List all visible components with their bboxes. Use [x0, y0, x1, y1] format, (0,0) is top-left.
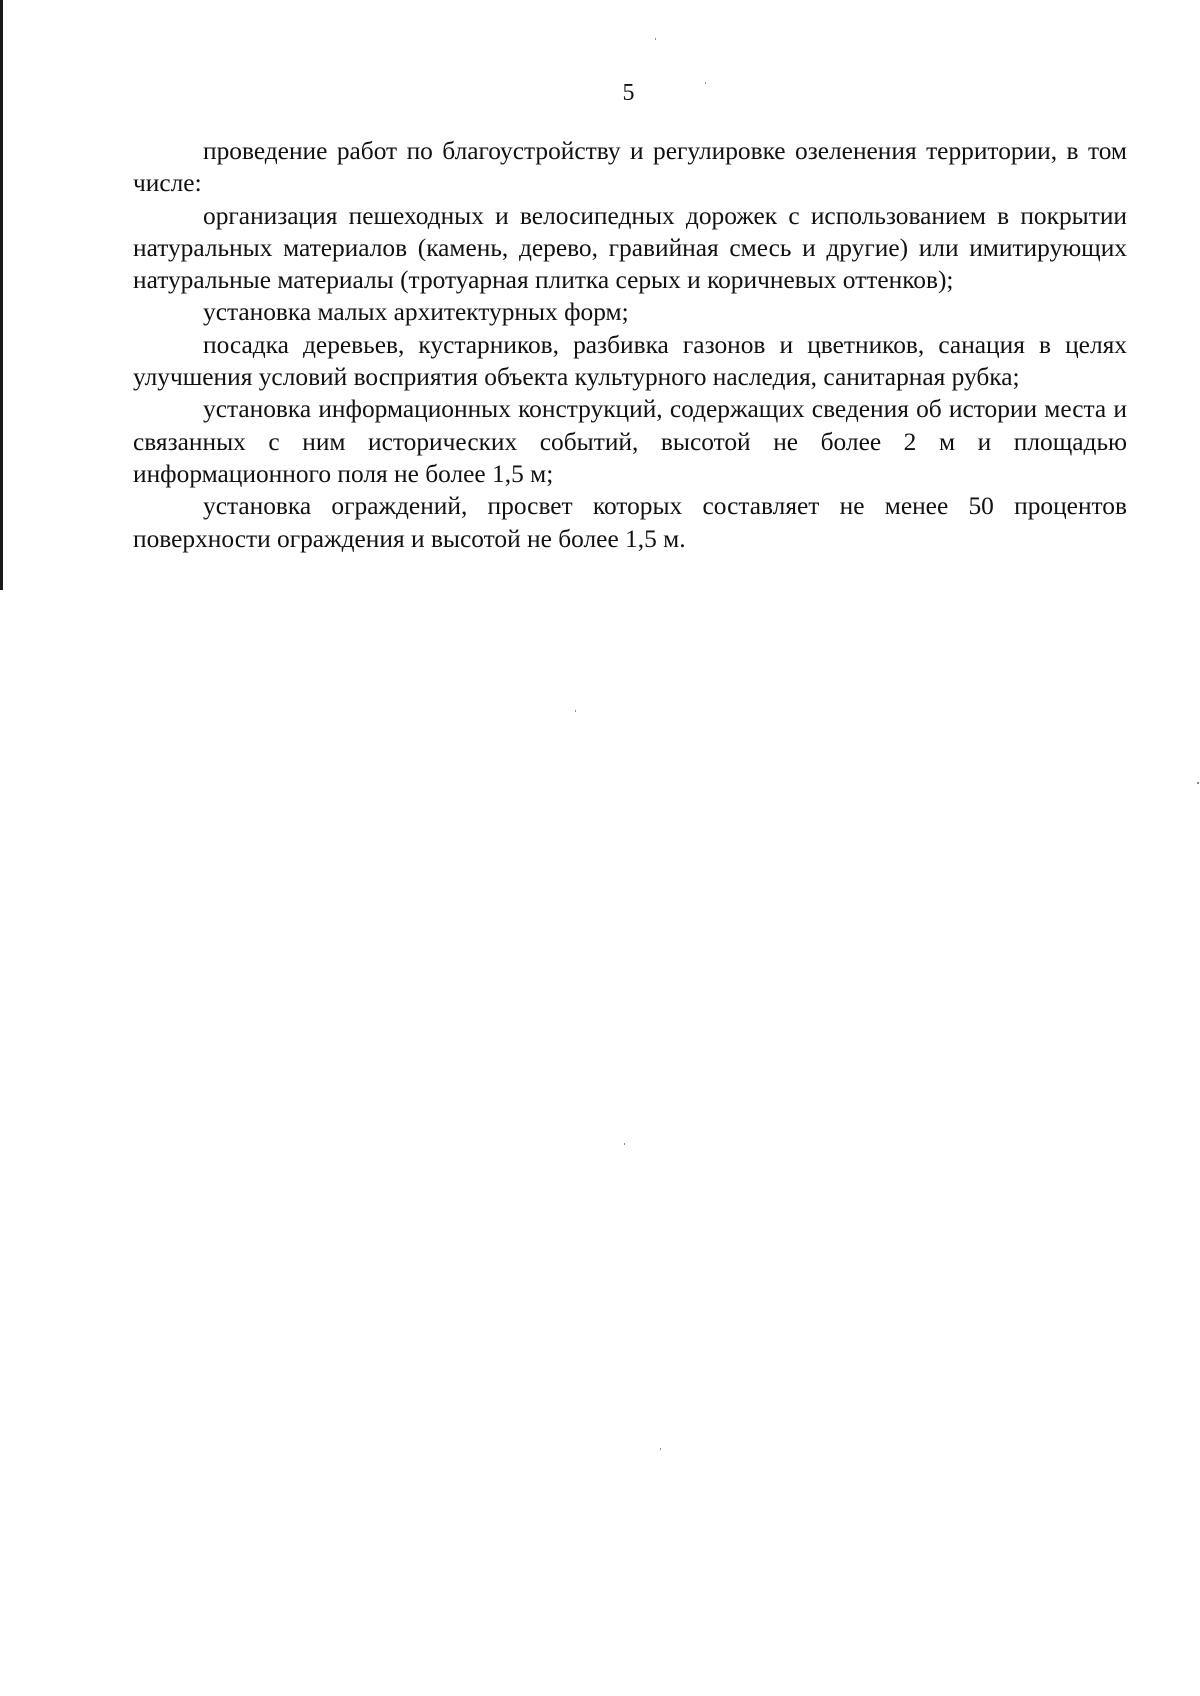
paragraph-landscaping-works: проведение работ по благоустройству и регулировке озеленения территории, в том числе: [133, 137, 1127, 198]
scan-speck [655, 38, 656, 40]
document-body [133, 135, 1127, 555]
page-number: 5 [622, 80, 635, 106]
paragraph-paths: организация пешеходных и велосипедных дорожек с использованием в покрытии натуральных материалов (камень, дерево, гравийная смесь и другие) или имитирующих натуральные материалы (тротуарная плитка серых и коричневых оттенков); [133, 201, 1127, 295]
scan-speck [660, 1448, 661, 1450]
scan-speck [705, 82, 706, 84]
scan-speck [575, 710, 576, 712]
scan-speck [1197, 782, 1199, 784]
scan-speck [624, 1143, 625, 1145]
paragraph-small-architectural-forms: установка малых архитектурных форм; [203, 298, 629, 327]
paragraph-information-structures: установка информационных конструкций, содержащих сведения об истории места и связанных с ним исторических событий, высотой не более 2 м и площадью информационного поля не более 1,5 м; [133, 395, 1127, 488]
paragraph-planting: посадка деревьев, кустарников, разбивка газонов и цветников, санация в целях улучшения условий восприятия объекта культурного наследия, санитарная рубка; [133, 330, 1127, 392]
paragraph-fences: установка ограждений, просвет которых составляет не менее 50 процентов поверхности ограждения и высотой не более 1,5 м. [133, 492, 1127, 553]
